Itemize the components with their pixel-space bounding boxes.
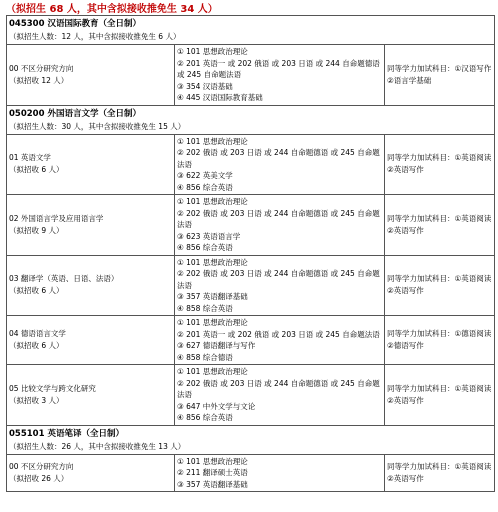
direction-quota: （拟招收 6 人）: [9, 341, 64, 350]
direction-name: 02 外国语言学及应用语言学: [9, 213, 104, 223]
extra-exam-note: 同等学力加试科目：①德语阅读②德语写作: [385, 316, 495, 365]
program-summary: （拟招生人数：30 人，其中含拟接收推免生 15 人）: [9, 121, 186, 131]
extra-exam-note: 同等学力加试科目：①汉语写作②语言学基础: [385, 45, 495, 106]
direction-name: 00 不区分研究方向: [9, 461, 74, 471]
exam-subjects-cell: [175, 454, 385, 492]
exam-subject: ③ 357 英语翻译基础: [177, 292, 248, 301]
exam-subject: ② 201 英语一 或 202 俄语 或 203 日语 或 244 自命题德语 或 245 自命题法语: [177, 58, 380, 79]
program-summary: （拟招生人数：12 人，其中含拟接收推免生 6 人）: [9, 32, 181, 41]
exam-subject: ④ 856 综合英语: [177, 243, 233, 252]
exam-subject: ④ 858 综合德语: [177, 352, 233, 362]
exam-subject: ③ 354 汉语基础: [177, 81, 233, 91]
direction-cell: [7, 454, 175, 492]
exam-subject: ① 101 思想政治理论: [177, 136, 248, 146]
program-header-row: [7, 105, 495, 134]
exam-subject: ② 201 英语一 或 202 俄语 或 203 日语 或 245 自命题法语: [177, 329, 380, 339]
exam-subject: ④ 445 汉语国际教育基础: [177, 93, 263, 102]
exam-subject: ① 101 思想政治理论: [177, 197, 248, 206]
extra-exam-note: 同等学力加试科目：①英语阅读②英语写作: [385, 454, 495, 492]
exam-subjects-cell: [175, 195, 385, 256]
program-code-name: 055101 英语笔译（全日制）: [9, 428, 124, 439]
exam-subject: ③ 623 英语语言学: [177, 231, 241, 241]
exam-subject: ② 202 俄语 或 203 日语 或 244 自命题德语 或 245 自命题法语: [177, 378, 380, 399]
exam-subject: ④ 858 综合英语: [177, 303, 233, 313]
exam-subject: ① 101 思想政治理论: [177, 47, 248, 56]
program-table-body: [7, 16, 495, 492]
exam-subject: ③ 647 中外文学与文论: [177, 401, 256, 411]
exam-subjects-cell: [175, 255, 385, 316]
program-summary: （拟招生人数：26 人，其中含拟接收推免生 13 人）: [9, 441, 186, 451]
exam-subjects-cell: [175, 365, 385, 426]
direction-name: 03 翻译学（英语、日语、法语）: [9, 274, 119, 284]
direction-row: [7, 255, 495, 316]
exam-subject: ① 101 思想政治理论: [177, 367, 248, 376]
exam-subjects-cell: [175, 45, 385, 106]
exam-subjects-cell: [175, 316, 385, 365]
direction-cell: [7, 255, 175, 316]
exam-subject: ② 202 俄语 或 203 日语 或 244 自命题德语 或 245 自命题法语: [177, 269, 380, 290]
top-note: （拟招生 68 人，其中含拟接收推免生 34 人）: [6, 4, 218, 15]
direction-name: 00 不区分研究方向: [9, 63, 74, 73]
direction-quota: （拟招收 12 人）: [9, 75, 69, 85]
program-header: [7, 16, 495, 45]
exam-subjects-cell: [175, 134, 385, 195]
program-code-name: 050200 外国语言文学（全日制）: [9, 108, 141, 119]
direction-row: [7, 365, 495, 426]
direction-cell: [7, 316, 175, 365]
direction-name: 01 英语文学: [9, 153, 51, 163]
direction-cell: [7, 195, 175, 256]
program-header-row: [7, 16, 495, 45]
extra-exam-note: 同等学力加试科目：①英语阅读②英语写作: [385, 134, 495, 195]
exam-subject: ① 101 思想政治理论: [177, 318, 248, 327]
extra-exam-note: 同等学力加试科目：①英语阅读②英语写作: [385, 365, 495, 426]
direction-quota: （拟招收 9 人）: [9, 225, 64, 235]
program-header-row: [7, 425, 495, 454]
direction-name: 04 德语语言文学: [9, 329, 66, 338]
exam-subject: ③ 357 英语翻译基础: [177, 479, 248, 489]
extra-exam-note: 同等学力加试科目：①英语阅读②英语写作: [385, 195, 495, 256]
direction-quota: （拟招收 6 人）: [9, 286, 64, 296]
direction-row: [7, 45, 495, 106]
direction-cell: [7, 134, 175, 195]
exam-subject: ③ 622 英美文学: [177, 171, 233, 180]
direction-row: [7, 195, 495, 256]
direction-quota: （拟招收 26 人）: [9, 473, 69, 483]
program-header: [7, 105, 495, 134]
direction-cell: [7, 45, 175, 106]
exam-subject: ④ 856 综合英语: [177, 413, 233, 422]
extra-exam-note: 同等学力加试科目：①英语阅读②英语写作: [385, 255, 495, 316]
direction-name: 05 比较文学与跨文化研究: [9, 383, 96, 393]
direction-row: [7, 134, 495, 195]
direction-row: [7, 454, 495, 492]
program-table: [6, 15, 495, 492]
program-code-name: 045300 汉语国际教育（全日制）: [9, 19, 141, 29]
exam-subject: ④ 856 综合英语: [177, 182, 233, 192]
direction-quota: （拟招收 6 人）: [9, 165, 64, 175]
exam-subject: ① 101 思想政治理论: [177, 456, 248, 466]
exam-subject: ③ 627 德语翻译与写作: [177, 341, 256, 350]
direction-row: [7, 316, 495, 365]
program-header: [7, 425, 495, 454]
exam-subject: ② 202 俄语 或 203 日语 或 244 自命题德语 或 245 自命题法语: [177, 208, 380, 229]
direction-cell: [7, 365, 175, 426]
exam-subject: ① 101 思想政治理论: [177, 257, 248, 267]
exam-subject: ② 202 俄语 或 203 日语 或 244 自命题德语 或 245 自命题法语: [177, 148, 380, 169]
exam-subject: ② 211 翻译硕士英语: [177, 468, 248, 477]
direction-quota: （拟招收 3 人）: [9, 395, 64, 405]
